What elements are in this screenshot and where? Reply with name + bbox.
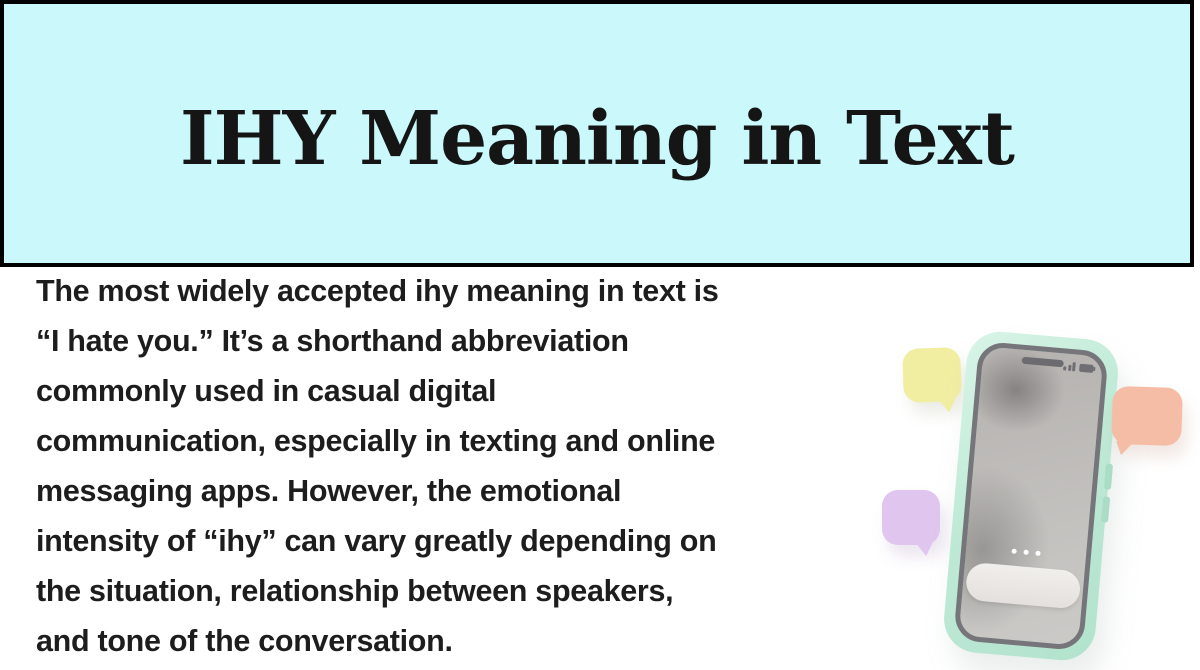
speaker-grill-icon: [1021, 357, 1063, 368]
pink-chat-bubble-icon: [1111, 386, 1183, 446]
phone-screen: [953, 341, 1109, 651]
paragraph-line: “I hate you.” It’s a shorthand abbreviation: [36, 324, 629, 358]
paragraph-line: commonly used in casual digital: [36, 374, 497, 408]
signal-icon: [1063, 361, 1076, 371]
paragraph-line: the situation, relationship between speakers,: [36, 574, 674, 608]
message-input-bar: [965, 562, 1082, 610]
yellow-chat-bubble-icon: [902, 347, 962, 403]
paragraph-line: The most widely accepted ihy meaning in text is: [36, 274, 719, 308]
phone-body: [941, 329, 1120, 663]
page-title: IHY Meaning in Text: [180, 95, 1014, 182]
title-banner: [0, 0, 1194, 267]
paragraph-line: and tone of the conversation.: [36, 624, 453, 658]
paragraph-line: messaging apps. However, the emotional: [36, 474, 622, 508]
status-bar: [1063, 361, 1094, 373]
purple-chat-bubble-icon: [882, 490, 940, 545]
paragraph-line: intensity of “ihy” can vary greatly depending on: [36, 524, 717, 558]
typing-dots-icon: [1011, 549, 1040, 557]
paragraph-line: communication, especially in texting and online: [36, 424, 716, 458]
phone-side-button: [1101, 496, 1110, 523]
phone-side-button: [1104, 463, 1113, 490]
article-paragraph: [36, 266, 876, 666]
battery-icon: [1079, 364, 1094, 373]
phone-illustration: [860, 320, 1200, 670]
